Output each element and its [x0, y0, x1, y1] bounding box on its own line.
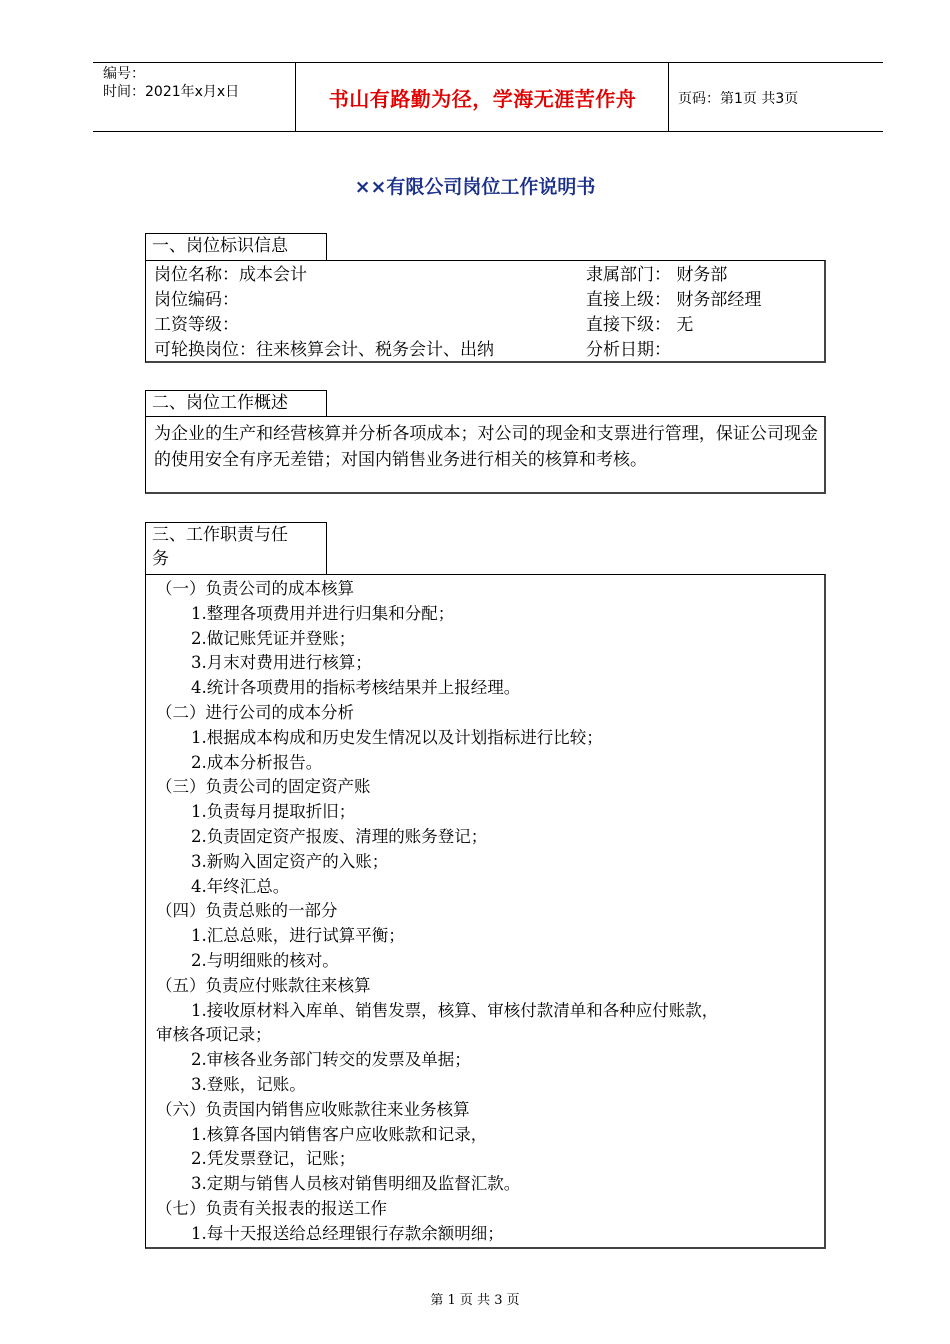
header-page-label: 页码：第1页 共3页	[678, 91, 799, 107]
section-heading-text: 三、工作职责与任	[152, 525, 288, 545]
duty-category: （四）负责总账的一部分	[156, 901, 338, 921]
section-identity-box	[145, 260, 826, 363]
duty-item: 1.整理各项费用并进行归集和分配；	[191, 603, 455, 623]
job-name-field: 岗位名称：成本会计	[154, 265, 307, 285]
duty-item: 1.根据成本构成和历史发生情况以及计划指标进行比较；	[191, 727, 603, 747]
rotation-field: 可轮换岗位：往来核算会计、税务会计、出纳	[154, 340, 494, 360]
duty-category: （七）负责有关报表的报送工作	[156, 1199, 387, 1218]
doc-code-label: 编号：	[103, 66, 145, 82]
duty-item: 4.年终汇总。	[191, 876, 290, 896]
analysis-date-field: 分析日期：	[586, 340, 671, 360]
header-meta	[103, 65, 239, 101]
section-heading-overview	[145, 390, 327, 417]
duty-item: 1.负责每月提取折旧；	[191, 802, 356, 822]
overview-text: 为企业的生产和经营核算并分析各项成本；对公司的现金和支票进行管理，保证公司现金的使用安全有序无差错；对国内销售业务进行相关的核算和考核。	[154, 424, 818, 470]
duty-item: 1.接收原材料入库单、销售发票，核算、审核付款清单和各种应付账款，	[191, 1000, 719, 1020]
subordinate-field: 直接下级： 无	[586, 315, 694, 335]
section-heading-text: 一、岗位标识信息	[152, 236, 288, 256]
section-heading-duties	[145, 522, 327, 575]
job-code-field: 岗位编码：	[154, 290, 239, 310]
duty-category: （二）进行公司的成本分析	[156, 703, 354, 722]
duty-item: 2.审核各业务部门转交的发票及单据；	[191, 1050, 471, 1070]
section-heading-text: 二、岗位工作概述	[152, 393, 288, 413]
section-overview-box	[145, 416, 826, 494]
duty-item: 1.每十天报送给总经理银行存款余额明细；	[191, 1223, 504, 1243]
section-heading-text: 务	[152, 549, 169, 569]
page-footer: 第 1 页 共 3 页	[430, 1293, 520, 1308]
duty-item: 3.定期与销售人员核对销售明细及监督汇款。	[191, 1174, 521, 1194]
salary-grade-field: 工资等级：	[154, 315, 239, 335]
duty-item: 2.负责固定资产报废、清理的账务登记；	[191, 827, 488, 846]
duty-category: （六）负责国内销售应收账款往来业务核算	[156, 1099, 470, 1119]
duty-item: 1.汇总总账，进行试算平衡；	[191, 926, 405, 946]
duty-category: （五）负责应付账款往来核算	[156, 975, 371, 995]
duty-item: 2.凭发票登记，记账；	[191, 1149, 356, 1169]
duty-item: 2.成本分析报告。	[191, 752, 323, 772]
doc-time-label: 时间：2021年x月x日	[103, 84, 240, 100]
header-divider	[668, 63, 669, 131]
duty-item: 审核各项记录；	[156, 1025, 272, 1045]
page-header	[93, 62, 883, 132]
duty-item: 2.做记账凭证并登账；	[191, 628, 356, 648]
duty-item: 1.核算各国内销售客户应收账款和记录，	[191, 1124, 488, 1144]
duty-item: 3.月末对费用进行核算；	[191, 653, 372, 673]
duty-category: （三）负责公司的固定资产账	[156, 777, 371, 797]
supervisor-field: 直接上级： 财务部经理	[586, 290, 762, 310]
duty-item: 4.统计各项费用的指标考核结果并上报经理。	[191, 678, 521, 698]
section-duties-box	[145, 574, 826, 1249]
duty-category: （一）负责公司的成本核算	[156, 579, 354, 598]
section-heading-identity	[145, 233, 327, 261]
header-motto: 书山有路勤为径，学海无涯苦作舟	[328, 87, 637, 111]
department-field: 隶属部门： 财务部	[586, 265, 728, 285]
duty-item: 3.登账，记账。	[191, 1075, 306, 1094]
duty-item: 2.与明细账的核对。	[191, 951, 339, 970]
duty-item: 3.新购入固定资产的入账；	[191, 851, 389, 871]
document-title: ××有限公司岗位工作说明书	[354, 176, 596, 198]
